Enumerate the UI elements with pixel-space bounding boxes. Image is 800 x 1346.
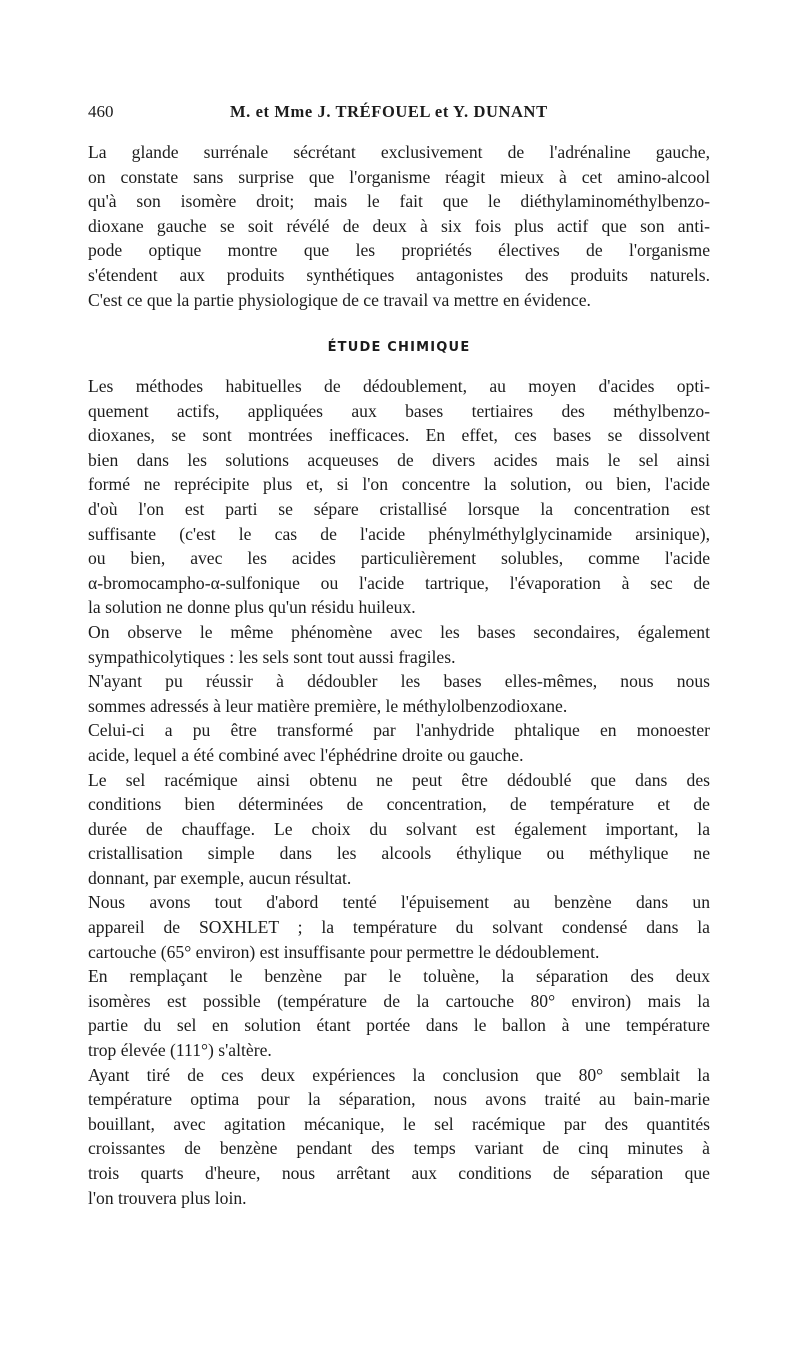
text-line: cartouche (65° environ) est insuffisante pour permettre le dédoublement. [88,941,600,962]
text-line: s'étendent aux produits synthétiques antagonistes des produits naturels. [88,264,710,285]
section-body [88,374,710,1210]
text-line: isomères est possible (température de la cartouche 80° environ) mais la [88,990,710,1011]
text-line: bouillant, avec agitation mécanique, le sel racémique par des quantités [88,1113,710,1134]
text-line: l'on trouvera plus loin. [88,1187,247,1208]
text-line: sympathicolytiques : les sels sont tout aussi fragiles. [88,646,456,667]
text-line: Celui-ci a pu être transformé par l'anhydride phtalique en monoester [88,720,710,741]
text-line: Nous avons tout d'abord tenté l'épuisement au benzène dans un [88,892,710,913]
text-line: suffisante (c'est le cas de l'acide phénylméthylglycinamide arsinique), [88,523,710,544]
text-line: cristallisation simple dans les alcools éthylique ou méthylique ne [88,843,710,864]
text-line: En remplaçant le benzène par le toluène, la séparation des deux [88,966,710,987]
text-line: On observe le même phénomène avec les bases secondaires, également [88,621,710,642]
text-line: Les méthodes habituelles de dédoublement, au moyen d'acides opti- [88,376,710,396]
text-line: durée de chauffage. Le choix du solvant est également important, la [88,818,710,839]
text-line: on constate sans surprise que l'organisme réagit mieux à cet amino-alcool [88,166,710,187]
paragraph [88,374,710,620]
paragraph [88,1063,710,1211]
text-line: d'où l'on est parti se sépare cristallisé lorsque la concentration est [88,498,710,519]
running-head [88,102,710,126]
text-line: la solution ne donne plus qu'un résidu huileux. [88,597,416,618]
text-line: pode optique montre que les propriétés électives de l'organisme [88,240,710,261]
paragraph [88,964,710,1062]
text-line: partie du sel en solution étant portée dans le ballon à une température [88,1015,710,1036]
text-line: dioxanes, se sont montrées inefficaces. En effet, ces bases se dissolvent [88,425,710,446]
text-line: Le sel racémique ainsi obtenu ne peut être dédoublé que dans des [88,769,710,790]
text-line: quement actifs, appliquées aux bases tertiaires des méthylbenzo- [88,400,710,421]
section-heading: ÉTUDE CHIMIQUE [327,340,471,355]
paragraph [88,669,710,718]
text-line: dioxane gauche se soit révélé de deux à six fois plus actif que son anti- [88,215,710,236]
text-line: qu'à son isomère droit; mais le fait que le diéthylaminométhylbenzo- [88,191,710,212]
text-line: croissantes de benzène pendant des temps variant de cinq minutes à [88,1138,710,1159]
text-line: Ayant tiré de ces deux expériences la conclusion que 80° semblait la [88,1064,710,1085]
text-line: température optima pour la séparation, nous avons traité au bain-marie [88,1089,710,1110]
text-line: ou bien, avec les acides particulièrement solubles, comme l'acide [88,548,710,569]
text-line: acide, lequel a été combiné avec l'éphédrine droite ou gauche. [88,744,524,765]
text-line: conditions bien déterminées de concentration, de température et de [88,794,710,815]
text-line: N'ayant pu réussir à dédoubler les bases elles-mêmes, nous nous [88,671,710,692]
page-number: 460 [88,102,114,121]
running-head-title: M. et Mme J. TRÉFOUEL et Y. DUNANT [230,102,548,121]
text-line: La glande surrénale sécrétant exclusivement de l'adrénaline gauche, [88,142,710,162]
text-line: C'est ce que la partie physiologique de ce travail va mettre en évidence. [88,289,591,310]
intro-paragraph [88,140,710,312]
text-line: trop élevée (111°) s'altère. [88,1040,272,1061]
paragraph [88,768,710,891]
text-line: sommes adressés à leur matière première, le méthylolbenzodioxane. [88,695,568,716]
paragraph [88,718,710,767]
text-line: trois quarts d'heure, nous arrêtant aux conditions de séparation que [88,1163,710,1183]
paragraph [88,620,710,669]
text-line: α-bromocampho-α-sulfonique ou l'acide tartrique, l'évaporation à sec de [88,572,710,593]
text-line: formé ne reprécipite plus et, si l'on concentre la solution, ou bien, l'acide [88,474,710,495]
text-line: bien dans les solutions acqueuses de divers acides mais le sel ainsi [88,449,710,470]
paragraph [88,890,710,964]
text-line: appareil de SOXHLET ; la température du solvant condensé dans la [88,917,710,938]
text-line: donnant, par exemple, aucun résultat. [88,867,352,888]
